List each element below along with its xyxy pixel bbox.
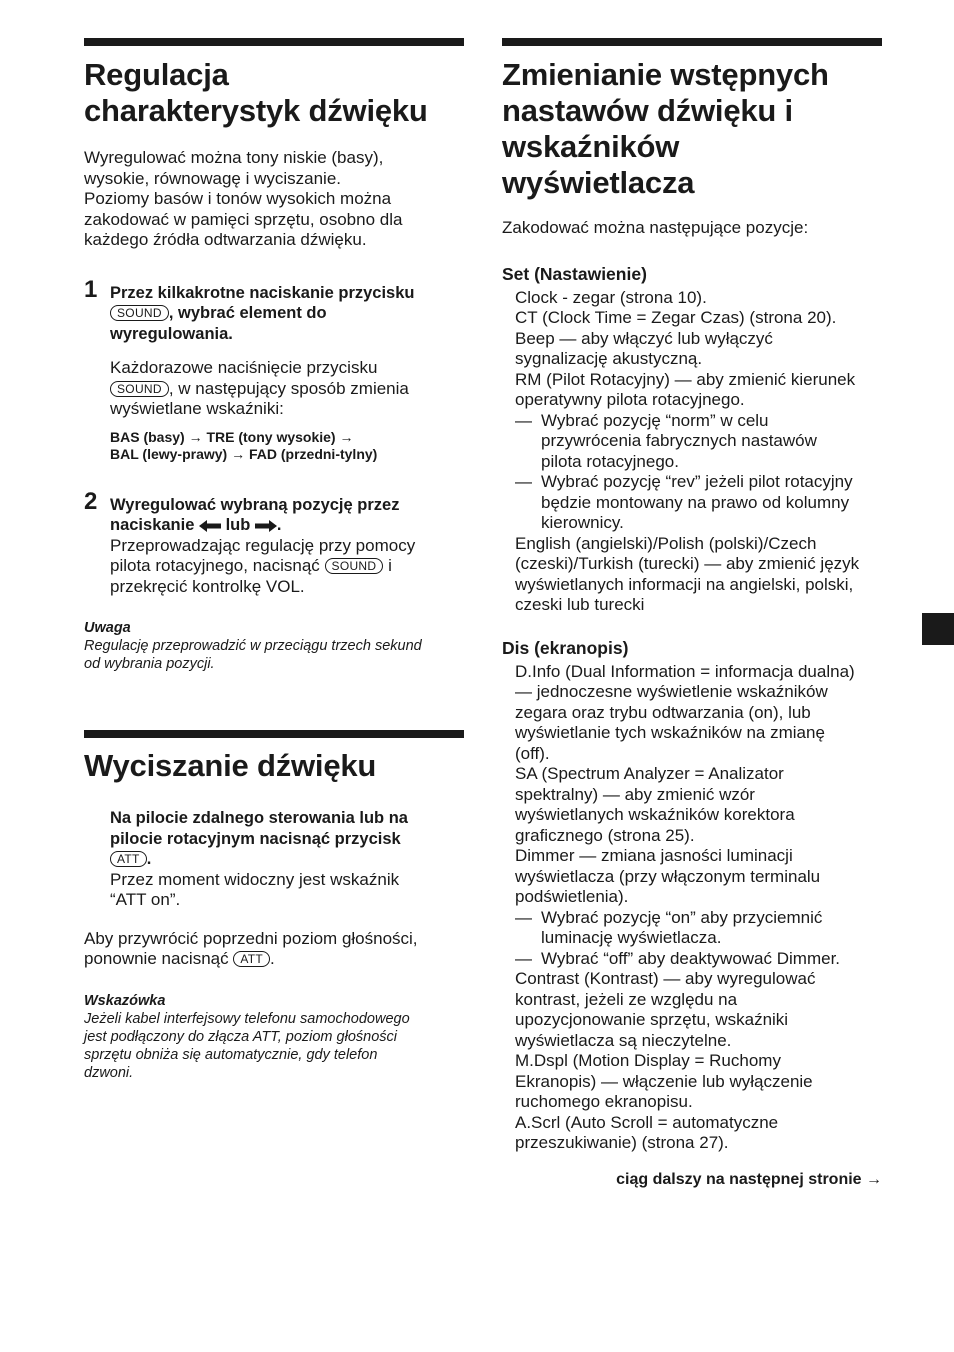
text-line: kierownicy. — [541, 513, 624, 532]
text-line: Przeprowadzając regulację przy pomocy — [110, 535, 416, 555]
sound-button-label: SOUND — [110, 305, 169, 321]
att-button-label: ATT — [110, 851, 147, 867]
text-line: spektralny) — aby zmienić wzór — [515, 784, 755, 804]
dash-glyph: — — [515, 907, 532, 927]
step-instruction — [110, 283, 464, 345]
right-column — [502, 38, 882, 1154]
text-line: Contrast (Kontrast) — aby wyregulować — [515, 969, 816, 988]
dash-item — [502, 949, 882, 970]
text-span: i — [388, 556, 392, 575]
text-line: graficznego (strona 25). — [515, 825, 695, 845]
text-line: pilocie rotacyjnym nacisnąć przycisk — [110, 829, 401, 848]
text-line: (off). — [515, 743, 550, 763]
text-line — [110, 379, 464, 400]
att-instruction — [84, 808, 464, 911]
text-line: BAS (basy) → TRE (tony wysokie) → — [110, 428, 354, 445]
indicator-sequence — [110, 429, 464, 463]
text-line — [110, 303, 464, 324]
dis-heading: Dis (ekranopis) — [502, 637, 629, 658]
text-span: , w następujący sposób zmienia — [168, 378, 409, 398]
step-detail — [110, 870, 464, 911]
text-span: lub — [225, 516, 251, 534]
text-line: wyświetlanych informacji na angielski, polski, — [515, 574, 854, 594]
text-line: kontrast, jeżeli ze względu na — [515, 989, 738, 1009]
text-line: Przez kilkakrotne naciskanie przycisku — [110, 283, 415, 302]
text-line: przeszukiwanie) (strona 27). — [515, 1133, 729, 1152]
text-line: SA (Spectrum Analyzer = Analizator — [515, 764, 784, 783]
step-instruction — [110, 495, 464, 536]
section-rule — [502, 38, 882, 46]
set-heading: Set (Nastawienie) — [502, 263, 647, 284]
dash-glyph: — — [515, 948, 532, 968]
text-line: Dimmer — zmiana jasności luminacji — [515, 846, 793, 865]
text-line: (czeski)/Turkish (turecki) — aby zmienić język — [515, 554, 860, 573]
text-line: zegara oraz trybu odtwarzania (on), lub — [515, 702, 811, 722]
text-line: Beep — aby włączyć lub wyłączyć — [515, 328, 773, 348]
intro-paragraph — [84, 148, 464, 251]
text-line: ponownie nacisnąć ATT . — [84, 949, 275, 968]
text-span: naciskanie — [110, 516, 195, 534]
text-line: wyświetlanie tych wskaźników na zmianę — [515, 723, 825, 742]
tip-title: Wskazówka — [84, 992, 166, 1009]
continued-footer: ciąg dalszy na następnej stronie → — [616, 1171, 882, 1188]
text-line: wyświetlane wskaźniki: — [110, 399, 284, 418]
dis-list — [502, 662, 882, 908]
text-line: czeski lub turecki — [515, 595, 645, 614]
title-line: nastawów dźwięku i — [502, 93, 793, 128]
tip-text — [84, 1010, 464, 1082]
title-line: Zmienianie wstępnych — [502, 57, 829, 92]
text-line: naciskanie lub . — [110, 516, 282, 534]
note-title: Uwaga — [84, 620, 131, 636]
text-line: pilota rotacyjnego. — [541, 451, 679, 471]
step-detail — [110, 358, 464, 420]
step-1 — [84, 275, 464, 463]
section-rule — [84, 730, 464, 738]
intro-text: Zakodować można następujące pozycje: — [502, 218, 809, 237]
att-button-label: ATT — [233, 951, 270, 967]
text-line: Regulację przeprowadzić w przeciągu trzech sekund — [84, 638, 422, 654]
text-line: luminację wyświetlacza. — [541, 928, 722, 947]
text-line: od wybrania pozycji. — [84, 656, 215, 672]
dash-glyph: — — [515, 472, 532, 491]
section-rule — [84, 38, 464, 46]
text-line: ruchomego ekranopisu. — [515, 1092, 693, 1111]
arrow-left-icon — [199, 520, 221, 532]
note-text — [84, 637, 464, 673]
text-line: sprzętu obniża się automatycznie, gdy telefon — [84, 1046, 378, 1063]
section-title-zmienianie — [502, 57, 882, 201]
sound-button-label: SOUND — [325, 558, 384, 574]
section-title-regulacja — [84, 57, 464, 129]
text-line: przekręcić kontrolkę VOL. — [110, 576, 305, 596]
text-line: M.Dspl (Motion Display = Ruchomy — [515, 1051, 781, 1070]
step-detail — [110, 536, 464, 598]
set-language — [502, 534, 882, 616]
title-line: charakterystyk dźwięku — [84, 93, 428, 128]
dash-item — [502, 472, 882, 534]
arrow-right-icon — [255, 520, 277, 532]
text-line: wyświetlacza są nieczytelne. — [515, 1030, 732, 1050]
text-line: przywrócenia fabrycznych nastawów — [541, 431, 817, 450]
text-line — [110, 556, 464, 577]
text-span: pilota rotacyjnego, nacisnąć — [110, 556, 320, 575]
section-title-wyciszanie: Wyciszanie dźwięku — [84, 748, 377, 783]
text-span: ponownie nacisnąć — [84, 949, 229, 968]
text-line: ATT . — [110, 849, 464, 870]
text-line: operatywny pilota rotacyjnego. — [515, 390, 745, 409]
text-line: Przez moment widoczny jest wskaźnik — [110, 869, 400, 889]
text-line: będzie montowany na prawo od kolumny — [541, 492, 850, 512]
text-line: Wybrać pozycję “rev” jeżeli pilot rotacyjny — [541, 472, 853, 491]
text-line: Jeżeli kabel interfejsowy telefonu samochodowego — [84, 1010, 410, 1027]
text-line: wyregulowania. — [110, 324, 233, 343]
text-line: Poziomy basów i tonów wysokich można — [84, 189, 392, 208]
restore-paragraph — [84, 929, 464, 970]
title-line: wskaźników — [502, 129, 680, 164]
text-span: , wybrać element do — [168, 304, 327, 322]
text-line: Wybrać pozycję “on” aby przyciemnić — [541, 907, 823, 927]
dis-list-continued — [502, 969, 882, 1154]
text-line: BAL (lewy-prawy) → FAD (przedni-tylny) — [110, 445, 378, 462]
text-line: sygnalizację akustyczną. — [515, 349, 703, 368]
text-line: D.Info (Dual Information = informacja dualna) — [515, 661, 855, 681]
text-line: “ATT on”. — [110, 890, 181, 909]
text-line: jest podłączony do złącza ATT, poziom głośności — [84, 1028, 397, 1045]
step-2 — [84, 487, 464, 598]
text-line: Aby przywrócić poprzedni poziom głośności, — [84, 928, 418, 948]
page-tab-marker — [922, 613, 954, 645]
set-list — [502, 288, 882, 411]
step-number: 1 — [84, 275, 98, 303]
text-line: zakodować w pamięci sprzętu, osobno dla — [84, 209, 403, 229]
text-line: upozycjonowanie sprzętu, wskaźniki — [515, 1010, 789, 1029]
text-line: Wyregulować wybraną pozycję przez — [110, 495, 400, 514]
sound-button-label: SOUND — [110, 381, 169, 397]
text-line: podświetlenia). — [515, 887, 629, 906]
text-line: wyświetlacza (przy włączonym terminalu — [515, 866, 821, 886]
text-line: CT (Clock Time = Zegar Czas) (strona 20). — [515, 308, 837, 327]
text-line: Ekranopis) — włączenie lub wyłączenie — [515, 1071, 813, 1091]
text-line: — jednoczesne wyświetlenie wskaźników — [515, 682, 828, 701]
step-number: 2 — [84, 487, 98, 515]
text-line: English (angielski)/Polish (polski)/Czech — [515, 533, 817, 553]
text-line: Clock - zegar (strona 10). — [515, 287, 707, 307]
text-line: Wyregulować można tony niskie (basy), — [84, 148, 384, 167]
text-line: wysokie, równowagę i wyciszanie. — [84, 168, 341, 188]
text-line: wyświetlanych wskaźników korektora — [515, 805, 795, 824]
left-column — [84, 38, 464, 1082]
text-line: Każdorazowe naciśnięcie przycisku — [110, 358, 378, 377]
title-line: Regulacja — [84, 57, 229, 92]
text-line: Wybrać pozycję “norm” w celu — [541, 410, 769, 430]
text-line: Wybrać “off” aby deaktywować Dimmer. — [541, 948, 841, 968]
text-line: Na pilocie zdalnego sterowania lub na — [110, 809, 408, 827]
text-line: A.Scrl (Auto Scroll = automatyczne — [515, 1112, 779, 1132]
text-line: każdego źródła odtwarzania dźwięku. — [84, 230, 367, 249]
dash-item — [502, 908, 882, 949]
dash-glyph: — — [515, 410, 532, 430]
text-line: RM (Pilot Rotacyjny) — aby zmienić kierunek — [515, 369, 856, 389]
text-line: dzwoni. — [84, 1064, 134, 1081]
title-line: wyświetlacza — [502, 165, 695, 200]
dash-item — [502, 411, 882, 473]
step-instruction — [110, 808, 464, 870]
